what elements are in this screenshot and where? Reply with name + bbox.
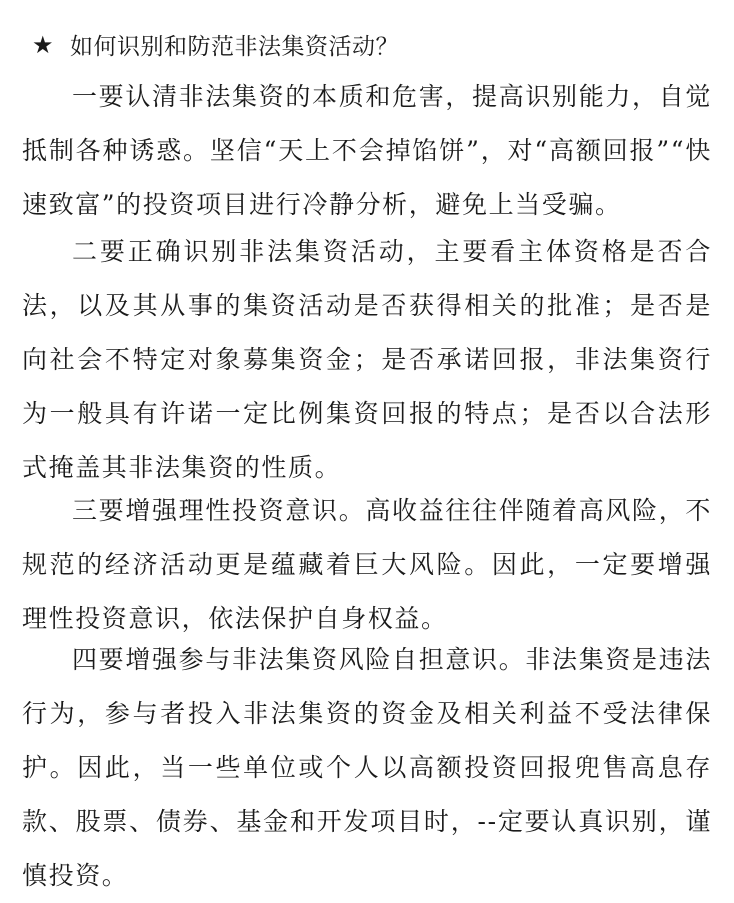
paragraph-4: 四要增强参与非法集资风险自担意识。非法集资是违法行为，参与者投入非法集资的资金及相关利益不受法律保护。因此，当一些单位或个人以高额投资回报兜售高息存款、股票、债券、基金和开发项目时，--定要认真识别，谨慎投资。 [22, 645, 712, 890]
star-icon: ★ [32, 30, 55, 59]
section-heading [32, 28, 399, 61]
section-title: 如何识别和防范非法集资活动？ [70, 34, 399, 60]
paragraph-3: 三要增强理性投资意识。高收益往往伴随着高风险，不规范的经济活动更是蕴藏着巨大风险。因此，一定要增强理性投资意识，依法保护自身权益。 [22, 496, 712, 633]
paragraph-2: 二要正确识别非法集资活动，主要看主体资格是否合法，以及其从事的集资活动是否获得相关的批准；是否是向社会不特定对象募集资金；是否承诺回报，非法集资行为一般具有许诺一定比例集资回报的特点；是否以合法形式掩盖其非法集资的性质。 [22, 237, 712, 482]
paragraph-1: 一要认清非法集资的本质和危害，提高识别能力，自觉抵制各种诱惑。坚信“天上不会掉馅饼”，对“高额回报”“快速致富”的投资项目进行冷静分析，避免上当受骗。 [22, 82, 712, 219]
